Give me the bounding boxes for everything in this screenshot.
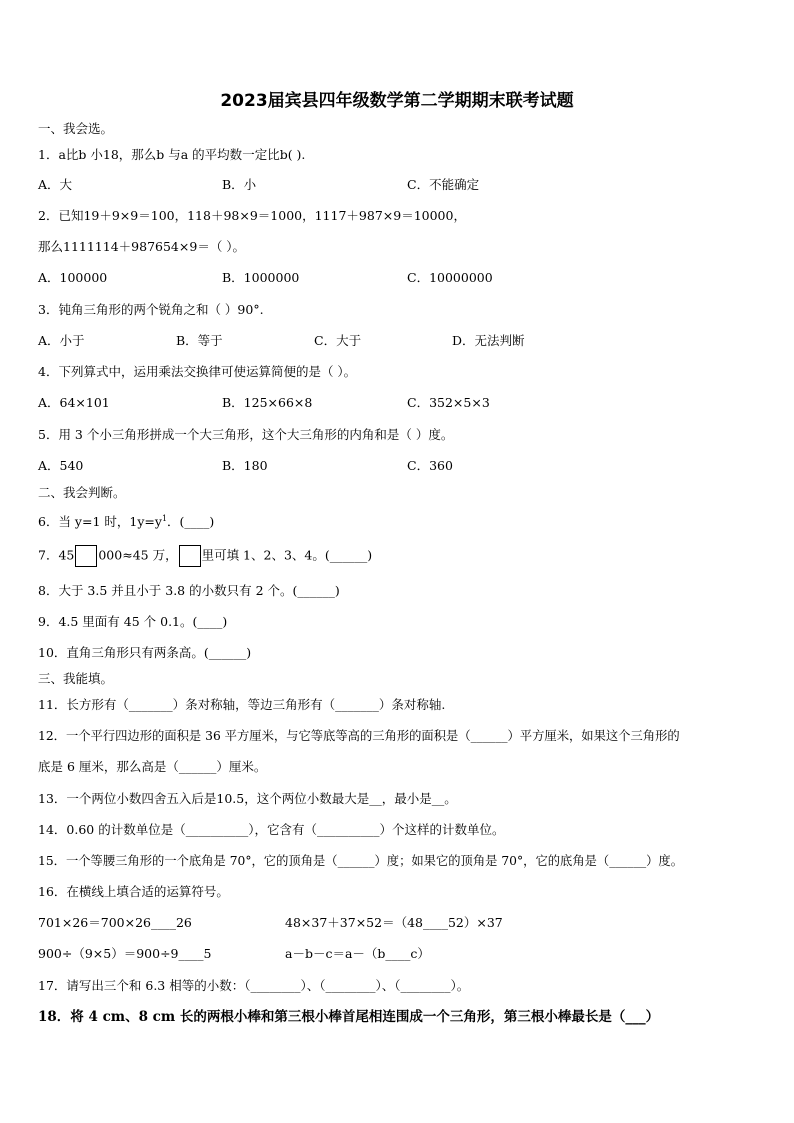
question-12-line-1: 12．一个平行四边形的面积是 36 平方厘米，与它等底等高的三角形的面积是（______）平方厘米，如果这个三角形的 [38, 729, 680, 743]
question-11: 11．长方形有（_______）条对称轴，等边三角形有（_______）条对称轴. [38, 697, 446, 712]
question-10: 10．直角三角形只有两条高。(______) [38, 645, 252, 660]
q4-option-b: B．125×66×8 [222, 395, 313, 410]
q3-option-a: A．小于 [38, 333, 85, 348]
question-18: 18．将 4 cm、8 cm 长的两根小棒和第三根小棒首尾相连围成一个三角形，第三根小棒最长是（___） [38, 1009, 660, 1025]
question-12-line-2: 底是 6 厘米，那么高是（______）厘米。 [38, 759, 267, 774]
question-9: 9．4.5 里面有 45 个 0.1。(____) [38, 614, 228, 629]
q1-option-a: A．大 [38, 177, 73, 192]
q7-text-part-3: 里可填 1、2、3、4。(______) [201, 547, 373, 563]
q1-option-c: C．不能确定 [407, 177, 480, 192]
q2-option-c: C．10000000 [407, 270, 493, 285]
q6-exponent: 1 [161, 514, 168, 523]
q7-text-part-2: 000≈45 万， [98, 547, 178, 563]
section-heading-judge: 二、我会判断。 [38, 485, 126, 500]
question-17: 17．请写出三个和 6.3 相等的小数：（________）、（________）、（________）。 [38, 978, 470, 993]
q2-option-a: A．100000 [38, 270, 108, 285]
section-heading-fill: 三、我能填。 [38, 671, 114, 686]
question-14: 14．0.60 的计数单位是（__________），它含有（__________）个这样的计数单位。 [38, 822, 505, 837]
question-5: 5．用 3 个小三角形拼成一个大三角形，这个大三角形的内角和是（ ）度。 [38, 427, 454, 442]
q7-text-part-1: 7．45 [38, 547, 75, 563]
q16-expression-2: 48×37＋37×52＝（48____52）×37 [285, 915, 503, 930]
q2-option-b: B．1000000 [222, 270, 300, 285]
q1-option-b: B．小 [222, 177, 257, 192]
question-13: 13．一个两位小数四舍五入后是10.5，这个两位小数最大是__，最小是__。 [38, 791, 457, 806]
question-4: 4．下列算式中，运用乘法交换律可使运算简便的是（ ）。 [38, 364, 357, 379]
question-1: 1．a比b 小18，那么b 与a 的平均数一定比b( ). [38, 147, 306, 162]
q16-expression-4: a－b－c＝a－（b____c） [285, 946, 430, 961]
q16-expression-1: 701×26＝700×26____26 [38, 915, 192, 930]
question-7 [38, 545, 372, 567]
q7-fill-box-ref [179, 545, 201, 567]
question-15: 15．一个等腰三角形的一个底角是 70°，它的顶角是（______）度；如果它的顶角是 70°，它的底角是（______）度。 [38, 854, 684, 868]
q3-option-b: B．等于 [176, 333, 223, 348]
q7-fill-box[interactable] [75, 545, 97, 567]
section-heading-choose: 一、我会选。 [38, 121, 114, 136]
q3-option-c: C．大于 [314, 333, 362, 348]
q4-option-a: A．64×101 [38, 395, 110, 410]
q5-option-a: A．540 [38, 458, 84, 473]
question-2-line-2: 那么1111114＋987654×9＝（ ）。 [38, 239, 246, 254]
q6-text: 6．当 y=1 时，1y=y [38, 514, 162, 530]
q6-answer-blank: ．(____) [167, 514, 215, 530]
page-title: 2023届宾县四年级数学第二学期期末联考试题 [220, 91, 574, 111]
question-3: 3．钝角三角形的两个锐角之和（ ）90°. [38, 302, 264, 317]
question-6 [38, 511, 214, 530]
q5-option-b: B．180 [222, 458, 268, 473]
q5-option-c: C．360 [407, 458, 453, 473]
q4-option-c: C．352×5×3 [407, 395, 490, 410]
q16-expression-3: 900÷（9×5）＝900÷9____5 [38, 946, 212, 961]
question-8: 8．大于 3.5 并且小于 3.8 的小数只有 2 个。(______) [38, 583, 340, 598]
q3-option-d: D．无法判断 [452, 333, 525, 348]
question-2-line-1: 2．已知19＋9×9＝100，118＋98×9＝1000，1117＋987×9＝10000， [38, 208, 466, 223]
question-16: 16．在横线上填合适的运算符号。 [38, 884, 229, 899]
